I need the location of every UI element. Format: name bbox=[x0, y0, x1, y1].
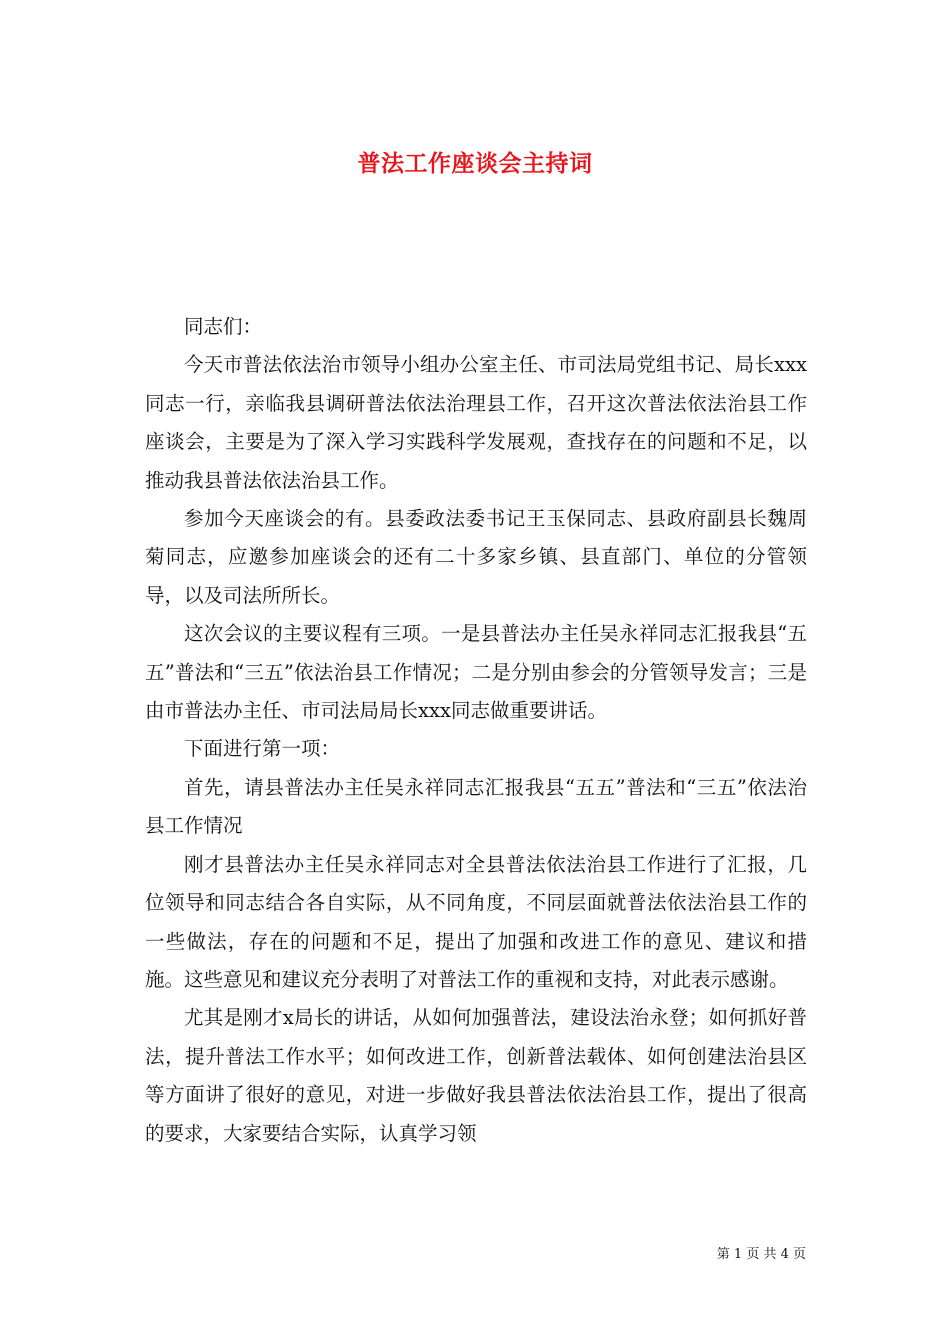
paragraph-meeting-purpose: 今天市普法依法治市领导小组办公室主任、市司法局党组书记、局长xxx同志一行，亲临我县调研普法依法治理县工作，召开这次普法依法治县工作座谈会，主要是为了深入学习实践科学发展观，查找存在的问题和不足，以推动我县普法依法治县工作。 bbox=[145, 353, 807, 492]
document-title: 普法工作座谈会主持词 bbox=[357, 150, 593, 178]
document-body bbox=[145, 308, 807, 1153]
paragraph-report-invitation: 首先，请县普法办主任吴永祥同志汇报我县“五五”普法和“三五”依法治县工作情况 bbox=[145, 775, 807, 838]
paragraph-attendees: 参加今天座谈会的有。县委政法委书记王玉保同志、县政府副县长魏周菊同志，应邀参加座谈会的还有二十多家乡镇、县直部门、单位的分管领导，以及司法所所长。 bbox=[145, 507, 807, 607]
paragraph-summary: 刚才县普法办主任吴永祥同志对全县普法依法治县工作进行了汇报，几位领导和同志结合各自实际，从不同角度，不同层面就普法依法治县工作的一些做法，存在的问题和不足，提出了加强和改进工作的意见、建议和措施。这些意见和建议充分表明了对普法工作的重视和支持，对此表示感谢。 bbox=[145, 852, 807, 991]
paragraph-agenda: 这次会议的主要议程有三项。一是县普法办主任吴永祥同志汇报我县“五五”普法和“三五”依法治县工作情况；二是分别由参会的分管领导发言；三是由市普法办主任、市司法局局长xxx同志做重要讲话。 bbox=[145, 622, 807, 723]
paragraph-first-item: 下面进行第一项： bbox=[184, 737, 341, 761]
paragraph-greeting: 同志们： bbox=[184, 315, 263, 338]
page-number: 第 1 页 共 4 页 bbox=[716, 1247, 806, 1262]
paragraph-speech-review: 尤其是刚才x局长的讲话，从如何加强普法，建设法治永登；如何抓好普法，提升普法工作水平；如何改进工作，创新普法载体、如何创建法治县区等方面讲了很好的意见，对进一步做好我县普法依法治县工作，提出了很高的要求，大家要结合实际，认真学习领 bbox=[145, 1006, 807, 1145]
